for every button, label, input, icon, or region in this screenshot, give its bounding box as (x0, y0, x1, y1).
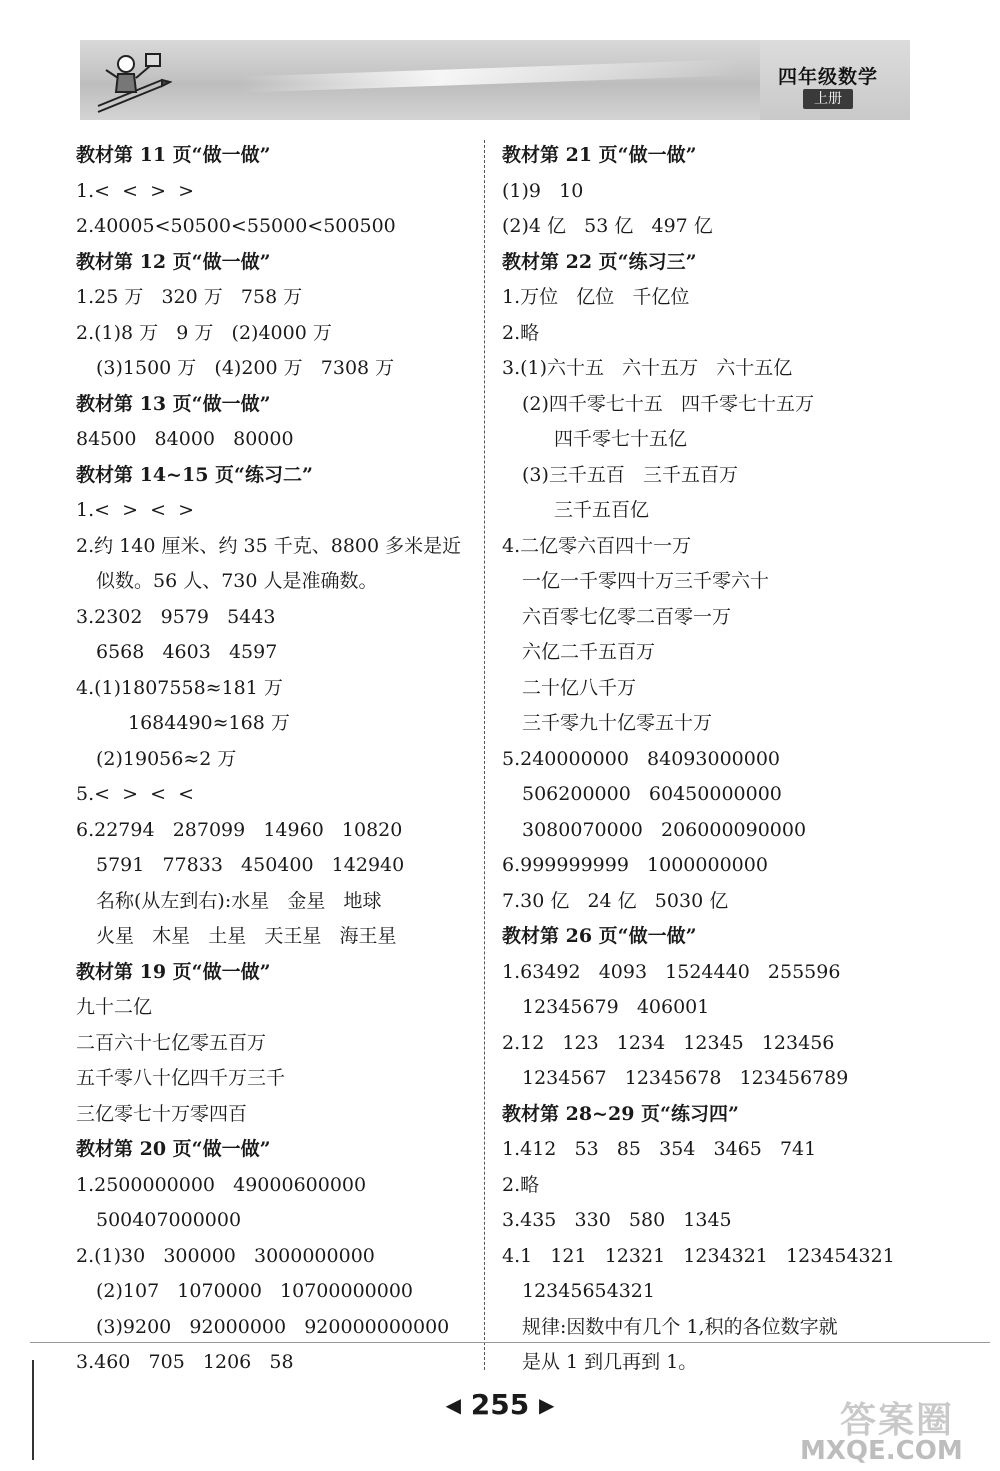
answer-line: 2.略 (502, 1173, 540, 1196)
grade-title: 四年级数学 (778, 66, 879, 88)
answer-line: 名称(从左到右):水星 金星 地球 (96, 889, 382, 912)
answer-line: 九十二亿 (76, 996, 153, 1018)
answer-line: 84500 84000 80000 (76, 428, 294, 450)
answer-line: 6.999999999 1000000000 (502, 854, 768, 876)
answer-line: 2.12 123 1234 12345 123456 (502, 1031, 835, 1054)
banner-streak (240, 59, 740, 92)
answer-line: 1.2500000000 49000600000 (76, 1173, 367, 1196)
answer-line: 1.25 万 320 万 758 万 (76, 286, 303, 308)
answer-line: 5791 77833 450400 142940 (96, 854, 405, 876)
answer-line: (2)107 1070000 10700000000 (96, 1280, 414, 1302)
answer-line: 一亿一千零四十万三千零六十 (522, 570, 770, 592)
answer-line: 1.< > < > (76, 499, 195, 521)
answer-line: 二百六十七亿零五百万 (76, 1031, 267, 1054)
answer-line: 12345654321 (522, 1280, 655, 1302)
prev-arrow-icon: ◀ (445, 1393, 462, 1417)
header-banner (80, 40, 760, 120)
section-heading: 教材第 19 页“做一做” (76, 960, 271, 983)
answer-line: 5.< > < < (76, 783, 195, 805)
section-heading: 教材第 22 页“练习三” (502, 250, 697, 273)
section-heading: 教材第 21 页“做一做” (502, 144, 697, 166)
page-number (420, 1388, 580, 1421)
margin-rule (32, 1360, 34, 1460)
answer-line: 6.22794 287099 14960 10820 (76, 818, 403, 841)
answer-line: 四千零七十五亿 (554, 428, 688, 450)
answer-line: 3080070000 206000090000 (522, 818, 807, 841)
answer-line: 3.435 330 580 1345 (502, 1209, 732, 1231)
answer-line: (3)三千五百 三千五百万 (522, 463, 739, 486)
answer-line: (3)1500 万 (4)200 万 7308 万 (96, 357, 395, 379)
mascot-illustration (92, 44, 172, 118)
answer-line: (2)四千零七十五 四千零七十五万 (522, 392, 815, 415)
left-answer-column (76, 138, 476, 1381)
answer-line: 4.(1)1807558≈181 万 (76, 676, 283, 699)
answer-line: 二十亿八千万 (522, 676, 637, 699)
answer-line: 7.30 亿 24 亿 5030 亿 (502, 889, 729, 912)
answer-line: 506200000 60450000000 (522, 783, 782, 805)
answer-line: 似数。56 人、730 人是准确数。 (96, 570, 378, 592)
answer-line: 4.二亿零六百四十一万 (502, 534, 692, 557)
answer-line: 2.(1)30 300000 3000000000 (76, 1244, 375, 1267)
answer-line: 六亿二千五百万 (522, 641, 656, 663)
answer-line: 2.略 (502, 321, 540, 344)
answer-line: 5.240000000 84093000000 (502, 747, 781, 770)
answer-line: (1)9 10 (502, 179, 584, 202)
next-arrow-icon: ▶ (538, 1393, 555, 1417)
answer-line: 12345679 406001 (522, 996, 710, 1018)
answer-line: 三千五百亿 (554, 499, 650, 521)
answer-line: 1.63492 4093 1524440 255596 (502, 960, 841, 983)
answer-line: 1.412 53 85 354 3465 741 (502, 1138, 817, 1160)
answer-line: 500407000000 (96, 1209, 242, 1231)
answer-line: 1.万位 亿位 千亿位 (502, 286, 690, 308)
watermark-logo: 答案圈 (840, 1400, 955, 1441)
answer-line: 六百零七亿零二百零一万 (522, 605, 732, 628)
answer-line: 4.1 121 12321 1234321 123454321 (502, 1244, 895, 1267)
section-heading: 教材第 12 页“做一做” (76, 250, 271, 273)
answer-line: 五千零八十亿四千万三千 (76, 1067, 286, 1089)
answer-line: (3)9200 92000000 920000000000 (96, 1315, 450, 1338)
section-heading: 教材第 28~29 页“练习四” (502, 1102, 739, 1125)
volume-tag: 上册 (803, 89, 853, 109)
watermark-url: MXQE.COM (800, 1436, 963, 1466)
answer-line: 火星 木星 土星 天王星 海王星 (96, 925, 397, 947)
section-heading: 教材第 20 页“做一做” (76, 1138, 271, 1160)
answer-line: 是从 1 到几再到 1。 (522, 1351, 698, 1373)
section-heading: 教材第 13 页“做一做” (76, 392, 271, 415)
answer-line: 3.2302 9579 5443 (76, 605, 276, 628)
section-heading: 教材第 26 页“做一做” (502, 925, 697, 947)
answer-line: 3.(1)六十五 六十五万 六十五亿 (502, 357, 793, 379)
answer-line: 规律:因数中有几个 1,积的各位数字就 (522, 1315, 838, 1338)
answer-line: 1234567 12345678 123456789 (522, 1067, 849, 1089)
footer-rule (30, 1342, 990, 1343)
answer-line: 3.460 705 1206 58 (76, 1351, 294, 1373)
answer-line: 2.40005<50500<55000<500500 (76, 215, 396, 237)
answer-line: 1684490≈168 万 (128, 712, 290, 734)
right-answer-column (502, 138, 922, 1381)
answer-line: 三千零九十亿零五十万 (522, 712, 713, 734)
page-number-text: 255 (470, 1388, 530, 1421)
answer-line: 2.(1)8 万 9 万 (2)4000 万 (76, 321, 332, 344)
answer-line: (2)4 亿 53 亿 497 亿 (502, 215, 713, 237)
answer-line: 2.约 140 厘米、约 35 千克、8800 多米是近 (76, 534, 462, 557)
section-heading: 教材第 14~15 页“练习二” (76, 463, 313, 486)
column-divider (484, 140, 485, 1370)
answer-line: 三亿零七十万零四百 (76, 1102, 248, 1125)
section-heading: 教材第 11 页“做一做” (76, 144, 271, 166)
answer-line: 1.< < > > (76, 179, 195, 202)
answer-line: (2)19056≈2 万 (96, 747, 237, 770)
answer-line: 6568 4603 4597 (96, 641, 278, 663)
